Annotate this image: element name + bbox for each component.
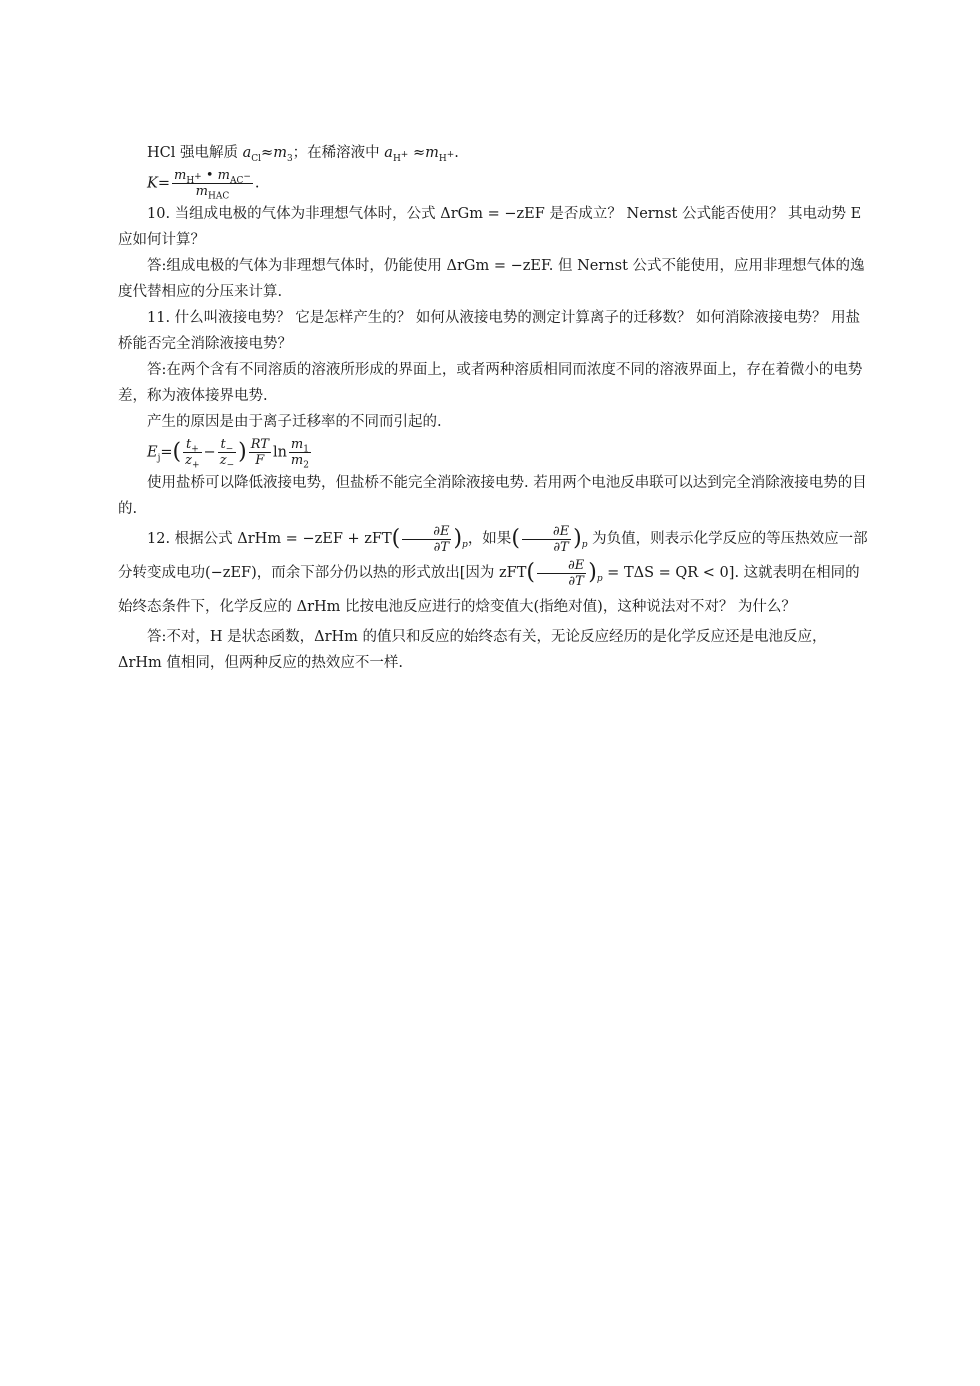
answer-10: 答:组成电极的气体为非理想气体时，仍能使用 ΔrGm = −zEF. 但 Nernst 公式不能使用，应用非理想气体的逸度代替相应的分压来计算. <box>118 258 865 300</box>
question-12: 12. 根据公式 ΔrHm = −zEF + zFT( $\frac{\partial E}{\partial T}$ )$_p$，如果( $\frac{\partial E}{\partial T}$ )$_p$ 为负值，则表示化学反应的等压热效应一部分转变成电功(−zEF)，而余下部分仍以热的形式放出[因为 zFT( $\frac{\partial E}{\partial T}$ )$_p = T\Delta S$ = QR < 0]. 这就表明在相同的始终态条件下，化学反应的 ΔrHm 比按电池反应进行的焓变值大(指绝对值)，这种说法对不对？ 为什么？ <box>118 523 868 615</box>
text: = TΔS = QR < 0]. 这就表明在相同的始终态条件下，化学反应的 ΔrHm 比按电池反应进行的焓变值大(指绝对值)，这种说法对不对？ 为什么？ <box>118 565 860 615</box>
answer-12: 答:不对，H 是状态函数，ΔrHm 的值只和反应的始终态有关，无论反应经历的是化学反应还是电池反应，ΔrHm 值相同，但两种反应的热效应不一样. <box>118 629 827 671</box>
text: 为负值，则表示化学反应的等压热效应一部分转变成电功(−zEF)，而余下部分仍以热的形式放出[因为 zFT <box>118 531 868 581</box>
text: K= <box>147 175 170 192</box>
text: ，如果 <box>467 531 512 547</box>
text: m <box>195 184 208 199</box>
text: 12. 根据公式 ΔrHm = −zEF + zFT <box>147 531 392 547</box>
fraction: $\frac{m_{H^+} • m_{AC^-}}{m_{HAC}}$ <box>173 168 251 202</box>
answer-11-part3: 使用盐桥可以降低液接电势，但盐桥不能完全消除液接电势. 若用两个电池反串联可以达到完全消除液接电势的目的. <box>118 475 867 517</box>
question-10: 10. 当组成电极的气体为非理想气体时，公式 ΔrGm = −zEF 是否成立？ Nernst 公式能否使用？ 其电动势 E 应如何计算？ <box>118 206 862 248</box>
text: ≈ <box>408 145 426 161</box>
text: HCl 强电解质 <box>147 145 243 161</box>
formula-ej: $E_j=$( $\frac{t_+}{z_+}$ − $\frac{t_-}{z_-}$ ) $\frac{RT}{F}$ ln $\frac{m_1}{m_2}$ <box>147 437 309 471</box>
answer-11-part2: 产生的原因是由于离子迁移率的不同而引起的. <box>147 414 442 430</box>
text: ；在稀溶液中 <box>292 145 385 161</box>
question-11: 11. 什么叫液接电势？ 它是怎样产生的？ 如何从液接电势的测定计算离子的迁移数？ 如何消除液接电势？ 用盐桥能否完全消除液接电势？ <box>118 310 861 352</box>
text: • m <box>201 168 230 183</box>
hcl-line: HCl 强电解质 $a_{Cl}\approx m_3$；在稀溶液中 $a_{H^+} \approx m_{H^+}$. <box>147 145 459 164</box>
formula-k: K= $\frac{m_{H^+} • m_{AC^-}}{m_{HAC}}$ . <box>147 168 260 202</box>
text: ≈ <box>261 145 274 161</box>
text: m <box>173 168 187 183</box>
answer-11-part1: 答:在两个含有不同溶质的溶液所形成的界面上，或者两种溶质相同而浓度不同的溶液界面上，存在着微小的电势差，称为液体接界电势. <box>118 362 863 404</box>
document-page <box>118 140 870 676</box>
